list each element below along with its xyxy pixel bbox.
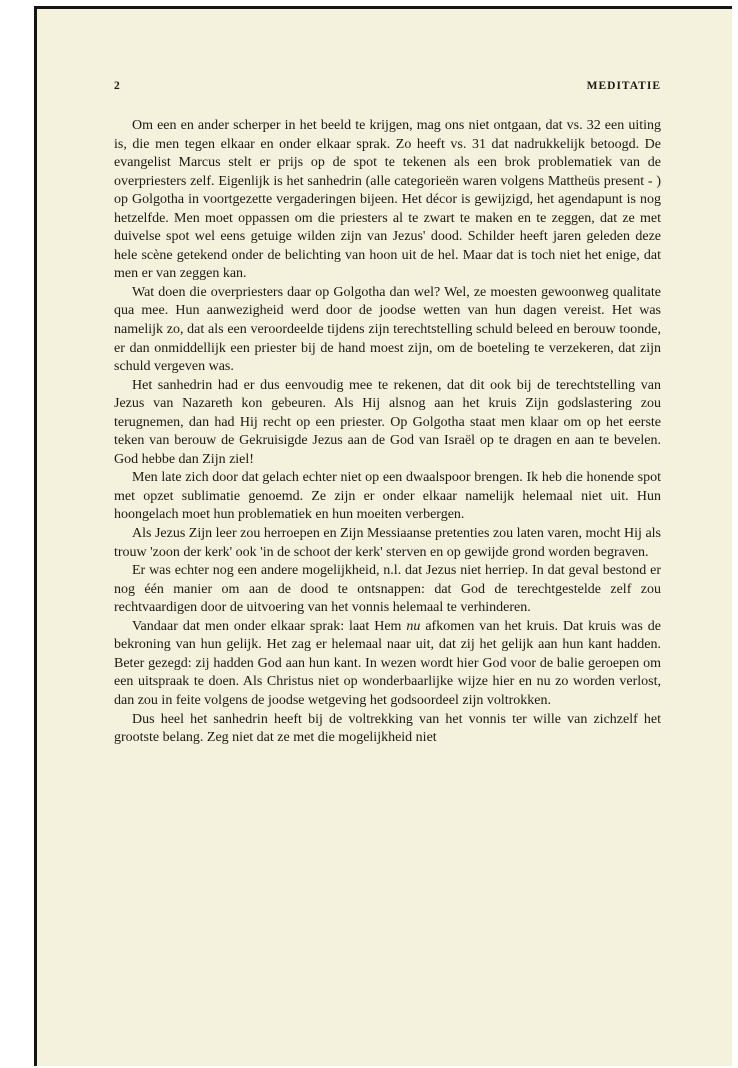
paragraph (114, 618, 661, 711)
paragraph: Om een en ander scherper in het beeld te krijgen, mag ons niet ontgaan, dat vs. 32 een uiting is, die men tegen elkaar en onder elkaar sprak. Zo heeft vs. 31 dat nadrukkelijk betoogd. De evangelist Marcus stelt er prijs op de spot te tekenen als een brok problematiek van de overpriesters zelf. Eigenlijk is het sanhedrin (alle categorieën waren volgens Mattheüs present - ) op Golgotha in voortgezette vergaderingen bijeen. Het décor is gewijzigd, het agendapunt is nog hetzelfde. Men moet oppassen om die priesters al te zwart te maken en te zeggen, dat ze met duivelse spot wel eens getuige wilden zijn van Jezus' dood. Schilder heeft jaren geleden deze hele scène getekend onder de belichting van hoon uit de hel. Maar dat is toch niet het enige, dat men er van zeggen kan. (114, 118, 661, 282)
paragraph-text: afkomen van het kruis. Dat kruis was de bekroning van hun gelijk. Het zag er helemaal naar uit, dat zij het gelijk aan hun kant hadden. Beter gezegd: zij hadden God aan hun kant. In wezen wordt hier God voor de balie geroepen om een uitspraak te doen. Als Christus niet op wonderbaarlijke wijze hier en nu zo worden verlost, dan zou in feite volgens de joodse wetgeving het godsoordeel zijn voltrokken. (114, 618, 661, 708)
paragraph-text: Vandaar dat men onder elkaar sprak: laat Hem (132, 618, 407, 634)
paragraph: Wat doen die overpriesters daar op Golgotha dan wel? Wel, ze moesten gewoonweg qualitate qua mee. Hun aanwezigheid werd door de joodse wetten van hun dagen vereist. Het was namelijk zo, dat als een veroordeelde tijdens zijn terechtstelling schuld beleed en berouw toonde, er dan onmiddellijk een priester bij de hand moest zijn, om de boeteling te verzekeren, dat zijn schuld vergeven was. (114, 284, 661, 375)
running-title: MEDITATIE (586, 80, 661, 92)
emphasis-text: nu (406, 618, 421, 634)
body-text (114, 117, 661, 748)
paragraph: Als Jezus Zijn leer zou herroepen en Zijn Messiaanse pretenties zou laten varen, mocht Hij als trouw 'zoon der kerk' ook 'in de schoot der kerk' sterven en op gewijde grond worden begraven. (114, 526, 661, 560)
paragraph: Men late zich door dat gelach echter niet op een dwaalspoor brengen. Ik heb die honende spot met opzet sublimatie genoemd. Ze zijn er onder elkaar namelijk helemaal niet uit. Hun hoongelach moet hun problematiek en hun moeiten verbergen. (114, 470, 661, 523)
paragraph: Dus heel het sanhedrin heeft bij de voltrekking van het vonnis ter wille van zichzelf het grootste belang. Zeg niet dat ze met die mogelijkheid niet (114, 711, 661, 746)
page-number: 2 (114, 80, 121, 92)
paragraph: Het sanhedrin had er dus eenvoudig mee te rekenen, dat dit ook bij de terechtstelling van Jezus van Nazareth kon gebeuren. Als Hij alsnog aan het kruis Zijn godslastering zou terugnemen, dan had Hij recht op een priester. Op Golgotha staat men klaar om op het eerste teken van berouw de Gekruisigde Jezus aan de God van Israël op te dragen en aan te bevelen. God hebbe dan Zijn ziel! (114, 377, 661, 467)
paragraph: Er was echter nog een andere mogelijkheid, n.l. dat Jezus niet herriep. In dat geval bestond er nog één manier om aan de dood te ontsnappen: dat God de terechtgestelde zelf zou rechtvaardigen door de uitvoering van het vonnis helemaal te verhinderen. (114, 563, 661, 616)
